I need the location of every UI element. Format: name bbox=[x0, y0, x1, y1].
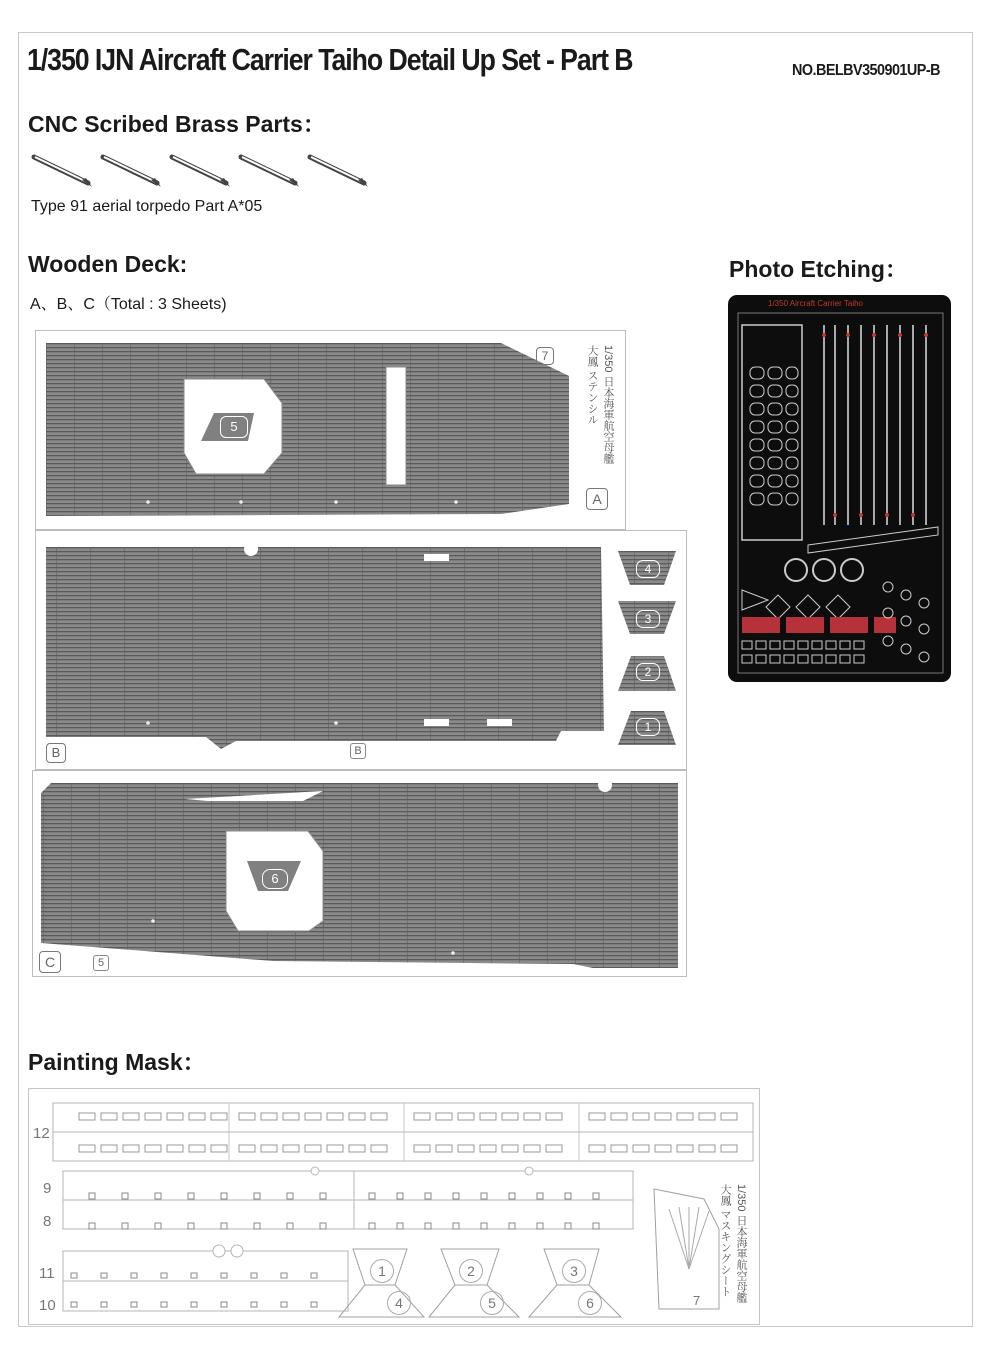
torpedo-icon bbox=[310, 157, 368, 187]
deck-heading: Wooden Deck: bbox=[28, 251, 188, 277]
mask-side-text: 1/350 日本海軍航空母艦 大鳳 マスキングシート bbox=[719, 1184, 747, 1303]
mask-circle-num: 4 bbox=[387, 1291, 411, 1315]
deck-a-side-text: 1/350 日本海軍航空母艦 大鳳 ステンシル bbox=[586, 345, 614, 464]
deck-sheet-c bbox=[32, 770, 687, 977]
mask-circle-num: 3 bbox=[562, 1259, 586, 1283]
deck-b-letter-small: B bbox=[350, 743, 366, 759]
mask-sheet bbox=[28, 1088, 760, 1325]
deck-a-cutout-num: 5 bbox=[220, 416, 248, 438]
brass-heading: CNC Scribed Brass Parts： bbox=[28, 111, 326, 137]
mask-circle-num: 5 bbox=[480, 1291, 504, 1315]
mask-row-label: 9 bbox=[43, 1180, 52, 1197]
etching-heading: Photo Etching： bbox=[729, 256, 908, 282]
mask-circle-num: 1 bbox=[370, 1259, 394, 1283]
mask-row-label: 12 bbox=[33, 1125, 50, 1142]
deck-b-piece: 1 bbox=[636, 718, 660, 736]
torpedo-icon bbox=[241, 157, 299, 187]
deck-b-letter: B bbox=[46, 743, 66, 763]
deck-b-piece: 2 bbox=[636, 663, 660, 681]
deck-subtitle: A、B、C（Total : 3 Sheets) bbox=[30, 296, 227, 313]
mask-row-label: 11 bbox=[39, 1265, 55, 1282]
mask-side-label: 7 bbox=[693, 1293, 701, 1308]
deck-c-cutout-num: 6 bbox=[262, 869, 288, 889]
deck-a-letter: A bbox=[586, 488, 608, 510]
torpedo-icon bbox=[103, 157, 161, 187]
torpedo-caption: Type 91 aerial torpedo Part A*05 bbox=[31, 198, 263, 215]
deck-sheet-b bbox=[35, 530, 687, 770]
mask-heading: Painting Mask： bbox=[28, 1049, 206, 1075]
mask-row-label: 10 bbox=[39, 1297, 56, 1314]
deck-sheet-a bbox=[35, 330, 626, 530]
deck-c-letter: C bbox=[39, 951, 61, 973]
torpedo-icon bbox=[34, 157, 92, 187]
deck-c-part-num: 5 bbox=[93, 955, 109, 971]
torpedo-row bbox=[30, 150, 375, 190]
deck-a-part-num: 7 bbox=[536, 347, 554, 365]
page-title: 1/350 IJN Aircraft Carrier Taiho Detail Up Set - Part B bbox=[27, 42, 633, 77]
etching-fret-title: 1/350 Aircraft Carrier Taiho bbox=[768, 299, 864, 308]
deck-b-piece: 4 bbox=[636, 560, 660, 578]
mask-row-label: 8 bbox=[43, 1213, 52, 1230]
product-code: NO.BELBV350901UP-B bbox=[792, 62, 940, 79]
deck-b-piece: 3 bbox=[636, 610, 660, 628]
torpedo-icon bbox=[172, 157, 230, 187]
etching-fret bbox=[728, 295, 951, 682]
mask-circle-num: 2 bbox=[459, 1259, 483, 1283]
mask-circle-num: 6 bbox=[578, 1291, 602, 1315]
